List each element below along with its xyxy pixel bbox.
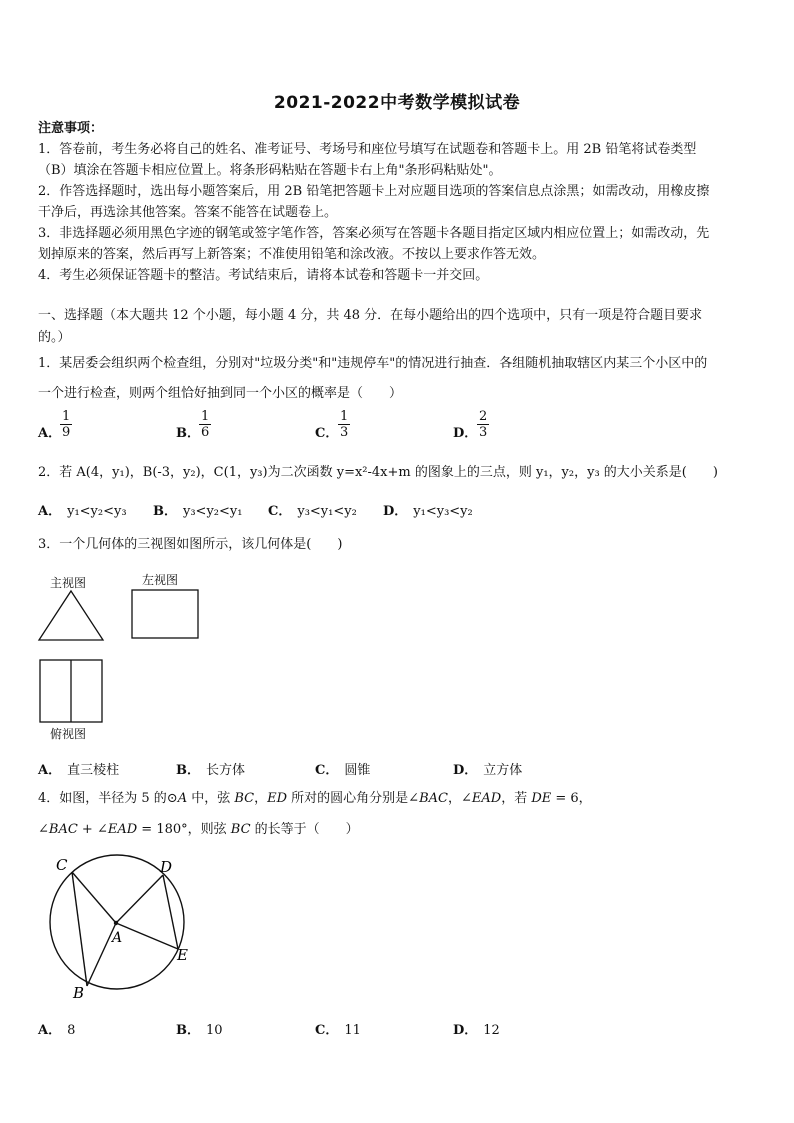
center-point [114,921,118,925]
option-a[interactable]: A． y₁<y₂<y₃ [38,504,127,519]
option-c[interactable]: C． 11 [315,1023,361,1038]
label-b: B [73,984,85,1002]
option-b[interactable]: B． y₃<y₂<y₁ [153,504,243,519]
chord-de [163,875,178,949]
option-c[interactable]: C． 圆锥 [315,763,371,778]
fraction: $\frac{1}{9}$ [62,409,71,440]
top-view-rectangle [38,658,106,726]
option-a[interactable]: A． 直三棱柱 [38,763,120,778]
notice-line: 干净后，再选涂其他答案。答案不能答在试题卷上。 [38,205,338,220]
fraction: $\frac{1}{3}$ [340,409,349,440]
option-d[interactable]: D． y₁<y₃<y₂ [383,504,473,519]
option-a[interactable]: A． 8 [38,1023,76,1038]
option-b[interactable]: B． 长方体 [176,763,246,778]
question-2-stem: 2．若 A(4，y₁)，B(-3，y₂)，C(1，y₃)为二次函数 y=x²-4x+m 的图象上的三点，则 y₁，y₂，y₃ 的大小关系是( ) [38,465,718,480]
notice-line: 划掉原来的答案，然后再写上新答案；不准使用铅笔和涂改液。不按以上要求作答无效。 [38,247,546,262]
option-b[interactable]: B． 10 [176,1023,223,1038]
notice-line: （B）填涂在答题卡相应位置上。将条形码粘贴在答题卡右上角"条形码粘贴处"。 [38,163,502,178]
question-3-stem: 3．一个几何体的三视图如图所示，该几何体是( ) [38,537,343,552]
label-c: C [56,856,68,874]
radius-ae [116,923,178,949]
notice-line: 3．非选择题必须用黑色字迹的钢笔或签字笔作答，答案必须写在答题卡各题目指定区域内相应位置上；如需改动，先 [38,226,710,241]
section-heading: 一、选择题（本大题共 12 个小题，每小题 4 分，共 48 分．在每小题给出的四个选项中，只有一项是符合题目要求 [38,308,703,323]
fraction: $\frac{2}{3}$ [479,409,488,440]
notice-line: 2．作答选择题时，选出每小题答案后，用 2B 铅笔把答题卡上对应题目选项的答案信息点涂黑；如需改动，用橡皮擦 [38,184,710,199]
left-view-label: 左视图 [142,573,179,587]
question-4-stem-cont: ∠BAC + ∠EAD = 180°，则弦 BC 的长等于（ ） [38,822,359,837]
option-d[interactable]: D． 12 [453,1023,500,1038]
option-d[interactable]: D． [453,426,478,441]
option-d[interactable]: D． 立方体 [453,763,523,778]
notice-line: 1．答卷前，考生务必将自己的姓名、准考证号、考场号和座位号填写在试题卷和答题卡上。用 2B 铅笔将试卷类型 [38,142,697,157]
option-c[interactable]: C． y₃<y₁<y₂ [268,504,357,519]
notice-heading: 注意事项： [38,121,104,136]
label-a: A [112,930,123,946]
question-1-stem: 1．某居委会组织两个检查组，分别对"垃圾分类"和"违规停车"的情况进行抽查．各组随机抽取辖区内某三个小区中的 [38,356,708,371]
radius-ad [116,875,163,923]
label-e: E [177,946,188,964]
option-b[interactable]: B． [176,426,200,441]
fraction: $\frac{1}{6}$ [201,409,210,440]
front-view-label: 主视图 [50,576,87,590]
option-a[interactable]: A． [38,426,62,441]
circle-figure [38,850,208,1010]
question-4-stem: 4．如图，半径为 5 的⊙A 中，弦 BC，ED 所对的圆心角分别是∠BAC，∠EAD，若 DE = 6， [38,791,592,806]
notice-line: 4．考生必须保证答题卡的整洁。考试结束后，请将本试卷和答题卡一并交回。 [38,268,489,283]
section-heading-cont: 的。） [38,330,71,345]
top-view-label: 俯视图 [50,727,87,741]
page-title: 2021-2022中考数学模拟试卷 [273,93,521,113]
question-1-stem-cont: 一个进行检查，则两个组恰好抽到同一个小区的概率是（ ） [38,386,403,401]
front-view-triangle [36,588,108,644]
option-c[interactable]: C． [315,426,339,441]
chord-bc [72,872,87,986]
left-view-rectangle [130,588,202,642]
label-d: D [160,858,173,876]
radius-ac [72,872,116,923]
